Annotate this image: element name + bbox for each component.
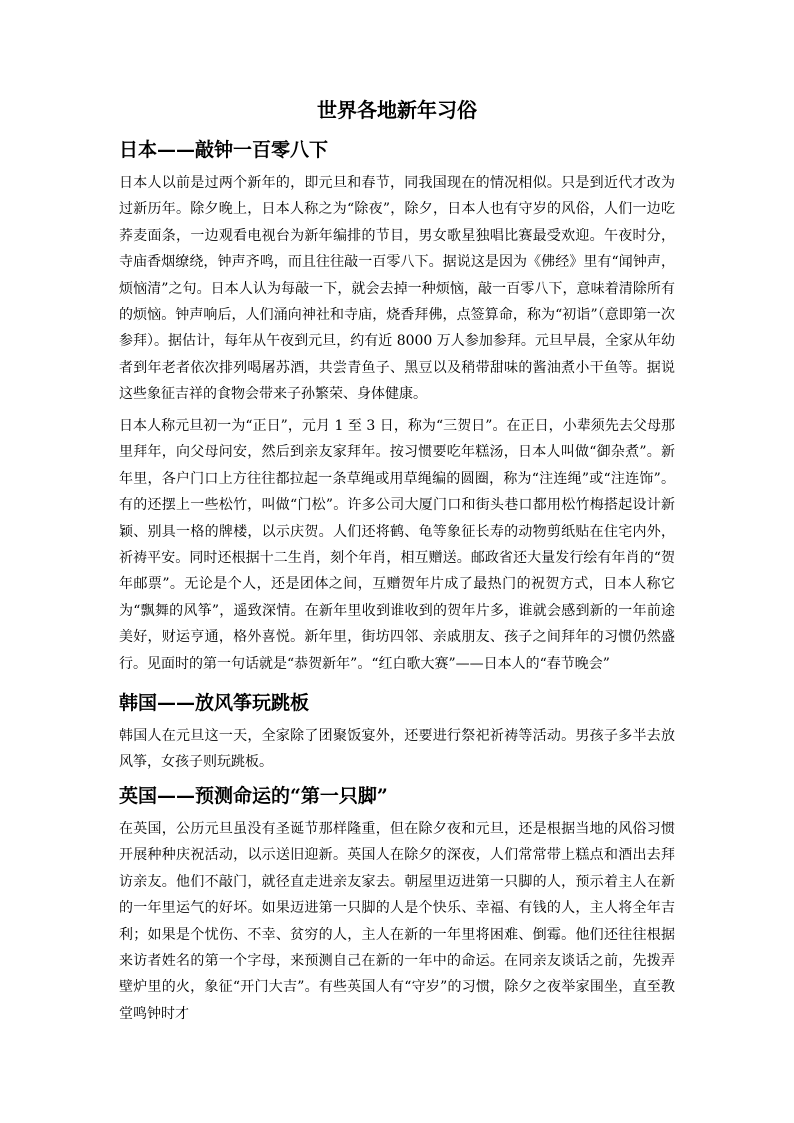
section-heading-japan: 日本——敲钟一百零八下 bbox=[119, 139, 329, 161]
page-title: 世界各地新年习俗 bbox=[317, 98, 477, 122]
paragraph-japan-1: 日本人以前是过两个新年的，即元旦和春节，同我国现在的情况相似。只是到近代才改为过新历年。除夕晚上，日本人称之为“除夜”，除夕，日本人也有守岁的风俗，人们一边吃荞麦面条，一边观看电视台为新年编排的节目，男女歌星独唱比赛最受欢迎。午夜时分，寺庙香烟缭绕，钟声齐鸣，而且往往敲一百零八下。据说这是因为《佛经》里有“闻钟声，烦恼清”之句。日本人认为每敲一下，就会去掉一种烦恼，敲一百零八下，意味着清除所有的烦恼。钟声响后，人们涌向神社和寺庙，烧香拜佛，点签算命，称为“初诣”（意即第一次参拜）。据估计，每年从午夜到元旦，约有近 8000 万人参加参拜。元旦早晨，全家从年幼者到年老者依次排列喝屠苏酒，共尝青鱼子、黑豆以及稍带甜味的酱油煮小干鱼等。据说这些象征吉祥的食物会带来子孙繁荣、身体健康。 bbox=[119, 175, 675, 403]
paragraph-japan-2: 日本人称元旦初一为“正日”，元月 1 至 3 日，称为“三贺日”。在正日，小辈须先去父母那里拜年，向父母问安，然后到亲友家拜年。按习惯要吃年糕汤，日本人叫做“御杂煮”。新年里，各户门口上方往往都拉起一条草绳或用草绳编的圆圈，称为“注连绳”或“注连饰”。有的还摆上一些松竹，叫做“门松”。许多公司大厦门口和街头巷口都用松竹梅搭起设计新颖、别具一格的牌楼，以示庆贺。人们还将鹤、龟等象征长寿的动物剪纸贴在住宅内外，祈祷平安。同时还根据十二生肖，刻个年肖，相互赠送。邮政省还大量发行绘有年肖的“贺年邮票”。无论是个人，还是团体之间，互赠贺年片成了最热门的祝贺方式，日本人称它为“飘舞的风筝”，遥致深情。在新年里收到谁收到的贺年片多，谁就会感到新的一年前途美好，财运亨通，格外喜悦。新年里，街坊四邻、亲戚朋友、孩子之间拜年的习惯仍然盛行。见面时的第一句话就是“恭贺新年”。“红白歌大赛”——日本人的“春节晚会” bbox=[119, 418, 675, 672]
section-heading-korea: 韩国——放风筝玩跳板 bbox=[119, 692, 310, 714]
paragraph-britain: 在英国，公历元旦虽没有圣诞节那样隆重，但在除夕夜和元旦，还是根据当地的风俗习惯开展种种庆祝活动，以示送旧迎新。英国人在除夕的深夜，人们常常带上糕点和酒出去拜访亲友。他们不敲门，就径直走进亲友家去。朝屋里迈进第一只脚的人，预示着主人在新的一年里运气的好坏。如果迈进第一只脚的人是个快乐、幸福、有钱的人，主人将全年吉利；如果是个忧伤、不幸、贫穷的人，主人在新的一年里将困难、倒霉。他们还往往根据来访者姓名的第一个字母，来预测自己在新的一年中的命运。在同亲友谈话之前，先拨弄壁炉里的火，象征“开门大吉”。有些英国人有“守岁”的习惯，除夕之夜举家围坐，直至教堂鸣钟时才 bbox=[119, 821, 675, 1022]
paragraph-korea: 韩国人在元旦这一天，全家除了团聚饭宴外，还要进行祭祀祈祷等活动。男孩子多半去放风筝，女孩子则玩跳板。 bbox=[119, 728, 675, 771]
section-heading-britain: 英国——预测命运的“第一只脚” bbox=[119, 785, 388, 807]
